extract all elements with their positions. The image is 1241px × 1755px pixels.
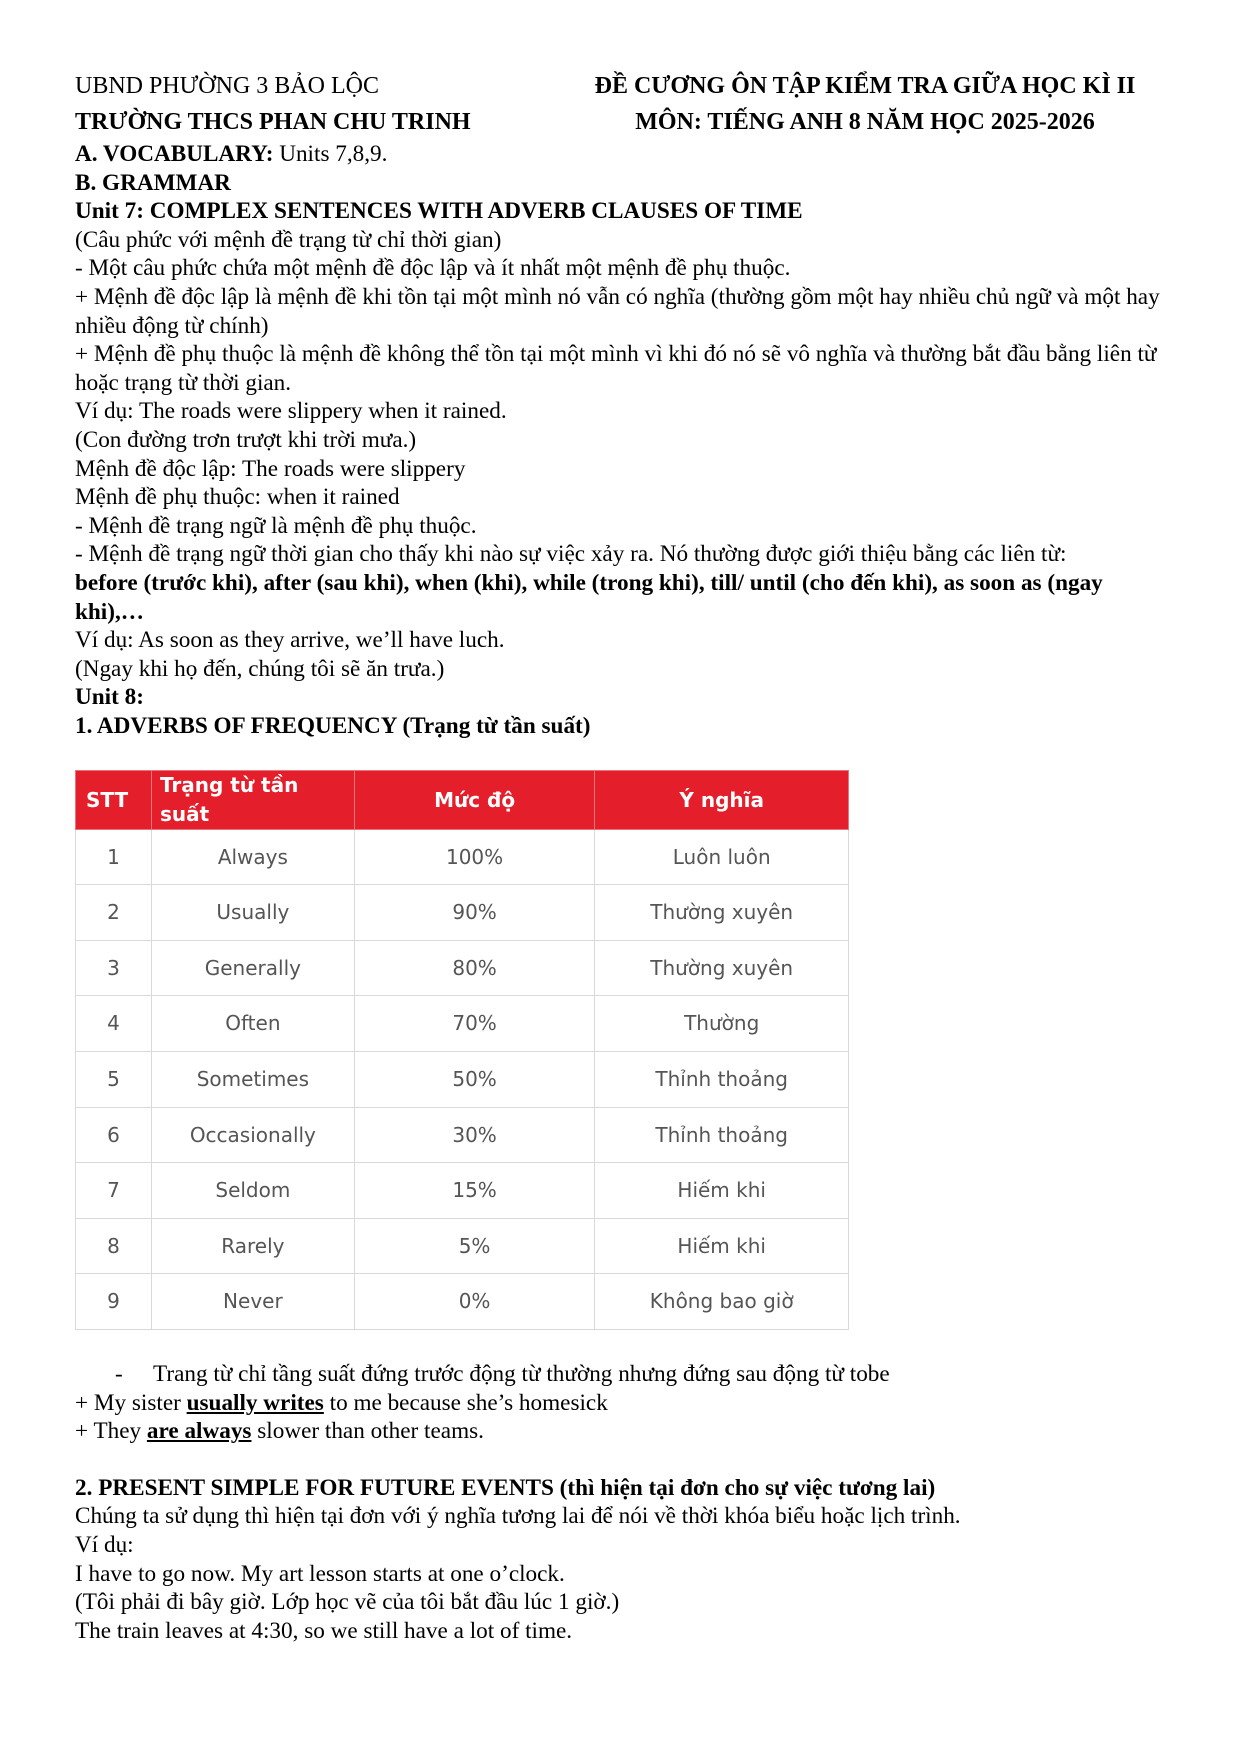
unit8-title: Unit 8:	[75, 684, 144, 711]
example-1-start: + My sister	[75, 1389, 187, 1416]
present-simple-example-2: The train leaves at 4:30, so we still have a lot of time.	[75, 1617, 573, 1644]
adverb-cell: Never	[151, 1274, 354, 1330]
meaning-cell: Hiếm khi	[595, 1218, 849, 1274]
vocabulary-text: Units 7,8,9.	[273, 141, 388, 167]
independent-clause-line: Mệnh đề độc lập: The roads were slippery	[75, 455, 466, 482]
level-cell: 80%	[354, 940, 595, 996]
unit7-paragraph-3: + Mệnh đề phụ thuộc là mệnh đề không thể tồn tại một mình vì khi đó nó sẽ vô nghĩa và thường bắt đầu bằng liên từ hoặc trạng từ thời gian.	[75, 341, 1157, 396]
frequency-table	[75, 770, 849, 1330]
unit7-paragraph-1: - Một câu phức chứa một mệnh đề độc lập và ít nhất một mệnh đề phụ thuộc.	[75, 255, 791, 282]
table-row	[76, 1052, 849, 1108]
vocabulary-line	[75, 140, 1175, 169]
adverb-cell: Always	[151, 829, 354, 885]
meaning-cell: Thỉnh thoảng	[595, 1107, 849, 1163]
header-row-2	[75, 108, 1175, 140]
dependent-clause-line: Mệnh đề phụ thuộc: when it rained	[75, 484, 400, 511]
adverb-cell: Often	[151, 996, 354, 1052]
school-name: TRƯỜNG THCS PHAN CHU TRINH	[75, 109, 471, 135]
level-cell: 5%	[354, 1218, 595, 1274]
table-row	[76, 940, 849, 996]
header-level: Mức độ	[354, 771, 595, 829]
meaning-cell: Hiếm khi	[595, 1163, 849, 1219]
conjunction-list: before (trước khi), after (sau khi), when (khi), while (trong khi), till/ until (cho đến khi), as soon as (ngay khi),…	[75, 569, 1103, 625]
stt-cell: 9	[76, 1274, 152, 1330]
stt-cell: 7	[76, 1163, 152, 1219]
header-row-1	[75, 72, 1175, 108]
adverb-cell: Sometimes	[151, 1052, 354, 1108]
stt-cell: 3	[76, 940, 152, 996]
meaning-cell: Thường xuyên	[595, 885, 849, 941]
note-text: Trang từ chỉ tầng suất đứng trước động từ thường nhưng đứng sau động từ tobe	[153, 1361, 890, 1387]
table-row	[76, 1274, 849, 1330]
example-2-end: slower than other teams.	[251, 1418, 484, 1445]
adverbs-of-frequency-heading: 1. ADVERBS OF FREQUENCY (Trạng từ tần suất)	[75, 712, 591, 739]
unit7-subtitle: (Câu phức với mệnh đề trạng từ chỉ thời gian)	[75, 226, 502, 253]
unit7-example-1: Ví dụ: The roads were slippery when it rained.	[75, 398, 507, 425]
present-simple-example-label: Ví dụ:	[75, 1531, 134, 1558]
adverb-cell: Seldom	[151, 1163, 354, 1219]
subject-year: MÔN: TIẾNG ANH 8 NĂM HỌC 2025-2026	[635, 109, 1095, 135]
adverb-cell: Rarely	[151, 1218, 354, 1274]
document-page	[75, 72, 1175, 1645]
table-row	[76, 1107, 849, 1163]
level-cell: 15%	[354, 1163, 595, 1219]
frequency-example-1	[75, 1389, 1175, 1418]
unit7-paragraph-2: + Mệnh đề độc lập là mệnh đề khi tồn tại một mình nó vẫn có nghĩa (thường gồm một hay nhiều chủ ngữ và một hay nhiều động từ chính)	[75, 283, 1160, 339]
example-1-highlight: usually writes	[186, 1389, 324, 1416]
meaning-cell: Luôn luôn	[595, 829, 849, 885]
unit7-example-2: Ví dụ: As soon as they arrive, we’ll have luch.	[75, 627, 505, 654]
note-dash: -	[115, 1361, 123, 1387]
level-cell: 0%	[354, 1274, 595, 1330]
level-cell: 100%	[354, 829, 595, 885]
frequency-example-2	[75, 1417, 1175, 1446]
stt-cell: 1	[76, 829, 152, 885]
table-row	[76, 1218, 849, 1274]
level-cell: 90%	[354, 885, 595, 941]
unit7-paragraph-5: - Mệnh đề trạng ngữ thời gian cho thấy khi nào sự việc xảy ra. Nó thường được giới thiệu bằng các liên từ:	[75, 541, 1067, 568]
document-title: ĐỀ CƯƠNG ÔN TẬP KIỂM TRA GIỮA HỌC KÌ II	[594, 73, 1136, 99]
stt-cell: 2	[76, 885, 152, 941]
meaning-cell: Thường	[595, 996, 849, 1052]
present-simple-example-1: I have to go now. My art lesson starts at one o’clock.	[75, 1560, 565, 1587]
meaning-cell: Không bao giờ	[595, 1274, 849, 1330]
header-meaning: Ý nghĩa	[595, 771, 849, 829]
present-simple-explanation: Chúng ta sử dụng thì hiện tại đơn với ý nghĩa tương lai để nói về thời khóa biểu hoặc lịch trình.	[75, 1503, 961, 1530]
meaning-cell: Thỉnh thoảng	[595, 1052, 849, 1108]
table-row	[76, 996, 849, 1052]
frequency-note	[75, 1360, 1175, 1389]
table-header-row	[76, 771, 849, 829]
stt-cell: 8	[76, 1218, 152, 1274]
table-row	[76, 829, 849, 885]
present-simple-future-heading: 2. PRESENT SIMPLE FOR FUTURE EVENTS (thì hiện tại đơn cho sự việc tương lai)	[75, 1474, 936, 1501]
unit7-example-1-translation: (Con đường trơn trượt khi trời mưa.)	[75, 426, 417, 453]
table-row	[76, 885, 849, 941]
stt-cell: 5	[76, 1052, 152, 1108]
example-1-end: to me because she’s homesick	[323, 1389, 608, 1416]
ward-name: UBND PHƯỜNG 3 BẢO LỘC	[75, 73, 379, 99]
adverb-cell: Generally	[151, 940, 354, 996]
unit7-example-2-translation: (Ngay khi họ đến, chúng tôi sẽ ăn trưa.)	[75, 655, 445, 682]
present-simple-example-1-translation: (Tôi phải đi bây giờ. Lớp học vẽ của tôi bắt đầu lúc 1 giờ.)	[75, 1589, 620, 1616]
header-stt: STT	[76, 771, 152, 829]
example-2-highlight: are always	[146, 1418, 252, 1445]
unit7-title: Unit 7: COMPLEX SENTENCES WITH ADVERB CLAUSES OF TIME	[75, 198, 803, 225]
stt-cell: 4	[76, 996, 152, 1052]
example-2-start: + They	[75, 1418, 147, 1445]
adverb-cell: Occasionally	[151, 1107, 354, 1163]
table-row	[76, 1163, 849, 1219]
frequency-table-container	[75, 770, 1175, 1330]
header-adverb: Trạng từ tần suất	[151, 771, 354, 829]
level-cell: 30%	[354, 1107, 595, 1163]
adverb-cell: Usually	[151, 885, 354, 941]
level-cell: 70%	[354, 996, 595, 1052]
level-cell: 50%	[354, 1052, 595, 1108]
grammar-heading: B. GRAMMAR	[75, 169, 231, 196]
unit7-paragraph-4: - Mệnh đề trạng ngữ là mệnh đề phụ thuộc.	[75, 512, 477, 539]
vocabulary-label: A. VOCABULARY:	[75, 141, 274, 167]
meaning-cell: Thường xuyên	[595, 940, 849, 996]
stt-cell: 6	[76, 1107, 152, 1163]
